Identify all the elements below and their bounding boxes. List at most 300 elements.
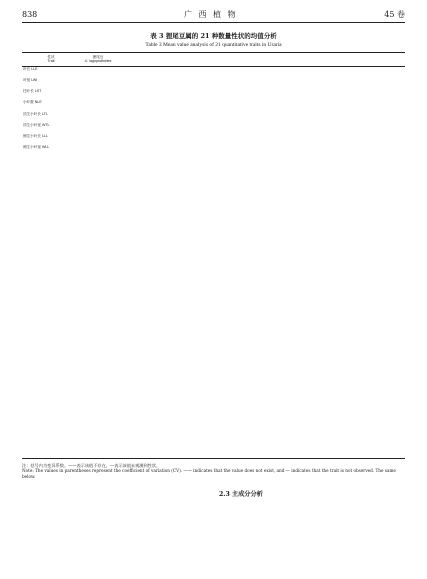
- table-cell: [152, 414, 188, 425]
- table-cell: [188, 223, 224, 234]
- table-cell: [332, 212, 368, 223]
- column-header: [260, 53, 296, 67]
- table-cell: [368, 369, 405, 380]
- table-cell: [296, 380, 332, 391]
- column-header: [296, 53, 332, 67]
- table-cell: [152, 190, 188, 201]
- table-cell: [260, 100, 296, 111]
- table-cell: [188, 380, 224, 391]
- table-cell: [260, 145, 296, 156]
- table-cell: [116, 156, 152, 167]
- table-row: [22, 313, 405, 324]
- table-cell: [296, 201, 332, 212]
- table-cell: [368, 257, 405, 268]
- table-cell: [152, 369, 188, 380]
- table-cell: [296, 279, 332, 290]
- table-cell: [152, 335, 188, 346]
- table-cell: [116, 291, 152, 302]
- table-cell: [368, 425, 405, 436]
- table-cell: [188, 156, 224, 167]
- table-cell: [152, 279, 188, 290]
- table-cell: [116, 358, 152, 369]
- table-cell: [116, 123, 152, 134]
- table-cell: [80, 201, 116, 212]
- table-cell: [188, 168, 224, 179]
- trait-name: 叶长 LLE: [23, 66, 38, 71]
- table-cell: [80, 123, 116, 134]
- table-cell: [296, 235, 332, 246]
- trait-name: [22, 414, 80, 425]
- table-cell: [260, 246, 296, 257]
- column-header-en: Trait: [47, 59, 55, 64]
- table-row: [22, 447, 405, 459]
- column-header: [368, 53, 405, 67]
- table-cell: [188, 447, 224, 459]
- table-cell: [260, 123, 296, 134]
- trait-name: [22, 246, 80, 257]
- table-cell: [188, 279, 224, 290]
- trait-name: [22, 447, 80, 459]
- table-cell: [224, 436, 260, 447]
- table-cell: [116, 268, 152, 279]
- table-cell: [332, 235, 368, 246]
- table-cell: [368, 123, 405, 134]
- table-note-zh: 注：括号内为变异系数。——表示该值不存在，—表示该值未观测到性状。: [22, 463, 161, 468]
- table-cell: [224, 66, 260, 78]
- table-cell: [224, 302, 260, 313]
- table-cell: [224, 380, 260, 391]
- table-cell: [224, 78, 260, 89]
- table-cell: [368, 358, 405, 369]
- table-cell: [368, 134, 405, 145]
- table-cell: [224, 123, 260, 134]
- table-cell: [116, 302, 152, 313]
- table-cell: [224, 134, 260, 145]
- column-header-zh: 狸尾豆: [92, 55, 104, 59]
- table-cell: [296, 335, 332, 346]
- table-cell: [224, 112, 260, 123]
- table-cell: [80, 78, 116, 89]
- table-row: [22, 190, 405, 201]
- table-cell: [296, 414, 332, 425]
- table-row: [22, 268, 405, 279]
- trait-name: [22, 179, 80, 190]
- table-cell: [260, 391, 296, 402]
- trait-name: [22, 201, 80, 212]
- table-cell: [80, 223, 116, 234]
- table-cell: [188, 257, 224, 268]
- table-cell: [296, 447, 332, 459]
- table-cell: [332, 313, 368, 324]
- table-row: [22, 391, 405, 402]
- table-cell: [296, 369, 332, 380]
- table-cell: [296, 123, 332, 134]
- table-cell: [116, 66, 152, 78]
- table-cell: [368, 156, 405, 167]
- table-cell: [116, 212, 152, 223]
- table-cell: [116, 78, 152, 89]
- table-cell: [260, 279, 296, 290]
- trait-name: 顶生小叶长 LTL: [23, 111, 48, 116]
- trait-name: [22, 156, 80, 167]
- table-row: [22, 134, 405, 145]
- table-cell: [188, 89, 224, 100]
- table-cell: [188, 123, 224, 134]
- table-cell: [224, 313, 260, 324]
- table-row: [22, 156, 405, 167]
- table-cell: [260, 402, 296, 413]
- table-cell: [80, 414, 116, 425]
- table-cell: [116, 436, 152, 447]
- table-cell: [332, 123, 368, 134]
- table-cell: [332, 402, 368, 413]
- column-header: [188, 53, 224, 67]
- table-cell: [116, 414, 152, 425]
- table-cell: [332, 291, 368, 302]
- table-cell: [116, 425, 152, 436]
- table-cell: [116, 112, 152, 123]
- trait-name: [22, 425, 80, 436]
- table-cell: [116, 100, 152, 111]
- table-cell: [188, 313, 224, 324]
- table-cell: [188, 358, 224, 369]
- table-cell: [80, 402, 116, 413]
- table-row: [22, 335, 405, 346]
- table-cell: [152, 380, 188, 391]
- table-row: [22, 235, 405, 246]
- table-cell: [260, 190, 296, 201]
- table-cell: [260, 223, 296, 234]
- table-cell: [260, 78, 296, 89]
- table-cell: [368, 279, 405, 290]
- table-cell: [152, 302, 188, 313]
- table-cell: [224, 235, 260, 246]
- table-cell: [80, 335, 116, 346]
- table-row: [22, 436, 405, 447]
- table-title-zh: 表 3 狸尾豆属的 21 种数量性状的均值分析: [150, 32, 277, 40]
- table-cell: [224, 324, 260, 335]
- table-cell: [80, 246, 116, 257]
- table-cell: [332, 425, 368, 436]
- table-cell: [368, 436, 405, 447]
- table-row: [22, 347, 405, 358]
- table-cell: [188, 246, 224, 257]
- table-row: [22, 179, 405, 190]
- table-cell: [188, 100, 224, 111]
- table-cell: [260, 425, 296, 436]
- table-cell: [188, 145, 224, 156]
- table-cell: [332, 335, 368, 346]
- table-cell: [296, 313, 332, 324]
- table-cell: [368, 347, 405, 358]
- body-column-right: [219, 490, 405, 502]
- table-cell: [152, 436, 188, 447]
- table-cell: [188, 291, 224, 302]
- table-cell: [368, 235, 405, 246]
- table-cell: [152, 313, 188, 324]
- table-cell: [368, 201, 405, 212]
- trait-name: 叶宽 LWI: [23, 78, 38, 82]
- table-cell: [296, 302, 332, 313]
- table-cell: [260, 335, 296, 346]
- table-cell: [368, 112, 405, 123]
- table-cell: [188, 201, 224, 212]
- table-cell: [224, 156, 260, 167]
- table-cell: [116, 134, 152, 145]
- table-cell: [188, 302, 224, 313]
- table-cell: [152, 123, 188, 134]
- trait-name: [22, 302, 80, 313]
- trait-name: [22, 212, 80, 223]
- table-cell: [116, 447, 152, 459]
- table-cell: [152, 134, 188, 145]
- table-cell: [188, 436, 224, 447]
- table-cell: [368, 414, 405, 425]
- page-header: [22, 8, 405, 20]
- table-body: [22, 66, 405, 459]
- trait-name: [22, 324, 80, 335]
- table-cell: [80, 391, 116, 402]
- table-cell: [332, 145, 368, 156]
- table-cell: [332, 223, 368, 234]
- trait-name: [22, 223, 80, 234]
- table-cell: [224, 391, 260, 402]
- table-cell: [224, 447, 260, 459]
- table-cell: [152, 179, 188, 190]
- table-cell: [152, 246, 188, 257]
- table-cell: [188, 190, 224, 201]
- table-row: [22, 302, 405, 313]
- table-cell: [116, 246, 152, 257]
- table-cell: [296, 291, 332, 302]
- table-cell: [152, 223, 188, 234]
- table-cell: [332, 66, 368, 78]
- table-cell: [260, 324, 296, 335]
- table-cell: [332, 279, 368, 290]
- table-cell: [368, 391, 405, 402]
- table-cell: [152, 112, 188, 123]
- table-cell: [368, 447, 405, 459]
- table-cell: [188, 347, 224, 358]
- table-row: [22, 358, 405, 369]
- table-cell: [224, 201, 260, 212]
- table-cell: [296, 134, 332, 145]
- table-cell: [332, 358, 368, 369]
- table-cell: [152, 257, 188, 268]
- table-row: [22, 279, 405, 290]
- table-cell: [188, 369, 224, 380]
- table-cell: [260, 268, 296, 279]
- column-header-zh: 性状: [47, 55, 55, 59]
- column-header: [22, 53, 80, 67]
- table-cell: [188, 112, 224, 123]
- header-rule: [22, 22, 405, 23]
- table-cell: [152, 100, 188, 111]
- trait-name: 顶生小叶宽 WTL: [23, 122, 50, 127]
- table-note-en: Note: The values in parentheses represent the coefficient of variation (CV). —— indicates that the value does not exist, and — indicates that the trait is not observed. The same below.: [22, 468, 396, 479]
- table-cell: [368, 89, 405, 100]
- table-cell: [224, 369, 260, 380]
- table-row: [22, 425, 405, 436]
- table-cell: [152, 235, 188, 246]
- table-cell: [296, 89, 332, 100]
- table-cell: [368, 246, 405, 257]
- table-cell: [368, 223, 405, 234]
- table-row: [22, 145, 405, 156]
- table-cell: [260, 347, 296, 358]
- table-cell: [368, 78, 405, 89]
- table-cell: [80, 179, 116, 190]
- table-cell: [224, 190, 260, 201]
- table-cell: [116, 279, 152, 290]
- trait-name: [22, 268, 80, 279]
- table-cell: [260, 168, 296, 179]
- section-heading: 2.3 主成分分析: [219, 491, 263, 498]
- table-cell: [260, 134, 296, 145]
- table-cell: [116, 168, 152, 179]
- table-cell: [260, 447, 296, 459]
- table-cell: [332, 369, 368, 380]
- table-cell: [80, 302, 116, 313]
- table-cell: [116, 380, 152, 391]
- table-cell: [332, 257, 368, 268]
- table-cell: [152, 212, 188, 223]
- table-cell: [116, 235, 152, 246]
- table-row: [22, 89, 405, 100]
- table-cell: [116, 347, 152, 358]
- table-cell: [152, 358, 188, 369]
- table-cell: [152, 145, 188, 156]
- table-cell: [152, 268, 188, 279]
- trait-name: [22, 347, 80, 358]
- table-cell: [80, 156, 116, 167]
- table-cell: [332, 447, 368, 459]
- table-cell: [116, 335, 152, 346]
- table-cell: [116, 402, 152, 413]
- table-row: [22, 112, 405, 123]
- trait-name: [22, 291, 80, 302]
- table-cell: [80, 369, 116, 380]
- table-row: [22, 223, 405, 234]
- table-cell: [152, 324, 188, 335]
- table-cell: [296, 402, 332, 413]
- table-cell: [260, 414, 296, 425]
- table-cell: [260, 179, 296, 190]
- table-cell: [80, 347, 116, 358]
- table-cell: [188, 78, 224, 89]
- table-row: [22, 369, 405, 380]
- table-cell: [80, 257, 116, 268]
- table-cell: [296, 347, 332, 358]
- trait-name: 侧生小叶宽 WLL: [23, 145, 50, 150]
- table-row: [22, 212, 405, 223]
- table-cell: [152, 391, 188, 402]
- trait-name: [22, 235, 80, 246]
- trait-name: 小叶数 NLE: [23, 100, 42, 105]
- table-cell: [296, 257, 332, 268]
- table-cell: [80, 190, 116, 201]
- volume-label: 45 卷: [384, 9, 405, 19]
- table-cell: [224, 291, 260, 302]
- table-cell: [260, 235, 296, 246]
- table-cell: [332, 134, 368, 145]
- table-cell: [116, 190, 152, 201]
- table-cell: [332, 78, 368, 89]
- table-cell: [368, 302, 405, 313]
- table-cell: [80, 324, 116, 335]
- table-cell: [368, 179, 405, 190]
- table-cell: [332, 89, 368, 100]
- table-cell: [260, 369, 296, 380]
- table-cell: [224, 212, 260, 223]
- table-cell: [296, 223, 332, 234]
- table-cell: [332, 380, 368, 391]
- table-cell: [332, 179, 368, 190]
- table-cell: [152, 291, 188, 302]
- table-cell: [224, 347, 260, 358]
- column-header: [116, 53, 152, 67]
- table-cell: [332, 324, 368, 335]
- column-header: [332, 53, 368, 67]
- table-cell: [224, 257, 260, 268]
- table-cell: [116, 313, 152, 324]
- column-header-en: U. lagopodioides: [84, 59, 112, 64]
- table-cell: [224, 279, 260, 290]
- table-cell: [188, 134, 224, 145]
- table-cell: [188, 335, 224, 346]
- table-cell: [80, 436, 116, 447]
- trait-name: [22, 168, 80, 179]
- table-title-en: Table 3 Mean value analysis of 21 quantitative traits in Uraria: [145, 42, 282, 48]
- trait-mean-table: [22, 52, 405, 459]
- table-cell: [116, 179, 152, 190]
- table-header-row: [22, 53, 405, 67]
- table-cell: [188, 402, 224, 413]
- table-cell: [260, 89, 296, 100]
- table-cell: [152, 156, 188, 167]
- trait-name: [22, 335, 80, 346]
- table-cell: [224, 145, 260, 156]
- table-cell: [152, 201, 188, 212]
- table-cell: [224, 179, 260, 190]
- table-cell: [116, 223, 152, 234]
- column-header: [224, 53, 260, 67]
- table-cell: [188, 212, 224, 223]
- table-cell: [296, 436, 332, 447]
- table-cell: [188, 414, 224, 425]
- table-cell: [80, 145, 116, 156]
- trait-name: [22, 436, 80, 447]
- table-cell: [332, 156, 368, 167]
- table-cell: [224, 358, 260, 369]
- table-cell: [296, 78, 332, 89]
- table-cell: [224, 268, 260, 279]
- table-cell: [368, 212, 405, 223]
- table-cell: [368, 145, 405, 156]
- table-row: [22, 100, 405, 111]
- table-cell: [116, 257, 152, 268]
- table-cell: [224, 335, 260, 346]
- trait-name: [22, 279, 80, 290]
- table-cell: [296, 66, 332, 78]
- table-cell: [116, 391, 152, 402]
- table-row: [22, 168, 405, 179]
- table-cell: [368, 291, 405, 302]
- table-cell: [188, 425, 224, 436]
- table-cell: [224, 414, 260, 425]
- table-cell: [224, 100, 260, 111]
- table-caption: [22, 32, 405, 49]
